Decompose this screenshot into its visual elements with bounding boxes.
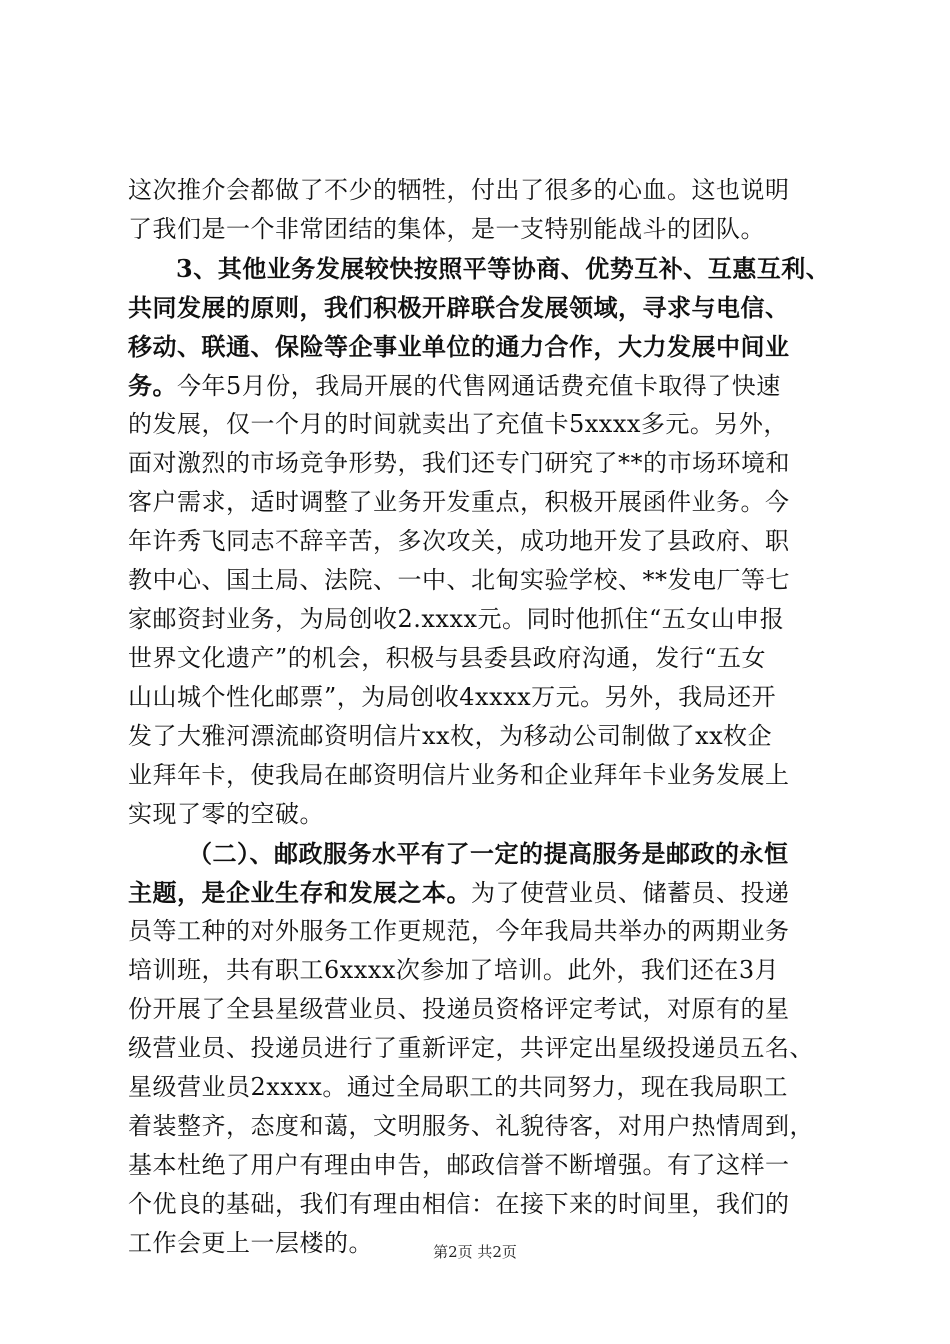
text-line [128, 1107, 832, 1146]
text-line [128, 210, 832, 249]
text-run: 面对激烈的市场竞争形势，我们还专门研究了**的市场环境和 [128, 449, 790, 477]
text-run: 移动、联通、保险等企事业单位的通力合作，大力发展中间业 [128, 332, 790, 361]
text-run: 为了使营业员、储蓄员、投递 [471, 879, 790, 907]
section-heading-postal-service [128, 834, 832, 873]
text-run: 员等工种的对外服务工作更规范，今年我局共举办的两期业务 [128, 917, 790, 945]
text-line [128, 717, 832, 756]
text-run: 基本杜绝了用户有理由申告，邮政信誉不断增强。有了这样一 [128, 1151, 790, 1179]
text-line [128, 678, 832, 717]
text-run: 共同发展的原则，我们积极开辟联合发展领域，寻求与电信、 [128, 293, 790, 322]
text-line [128, 1185, 832, 1224]
text-run: 培训班，共有职工6xxxx次参加了培训。此外，我们还在3月 [128, 956, 780, 984]
text-run: 份开展了全县星级营业员、投递员资格评定考试，对原有的星 [128, 995, 790, 1023]
text-run: 个优良的基础，我们有理由相信：在接下来的时间里，我们的 [128, 1190, 790, 1218]
text-run: 年许秀飞同志不辞辛苦，多次攻关，成功地开发了县政府、职 [128, 527, 790, 555]
text-run: 级营业员、投递员进行了重新评定，共评定出星级投递员五名、 [128, 1034, 814, 1062]
text-run: 星级营业员2xxxx。通过全局职工的共同努力，现在我局职工 [128, 1073, 788, 1101]
text-line [128, 1146, 832, 1185]
text-line [128, 171, 832, 210]
text-line [128, 1029, 832, 1068]
text-run: 务。 [128, 371, 177, 400]
text-line [128, 288, 832, 327]
text-line [128, 522, 832, 561]
text-run: 家邮资封业务，为局创收2.xxxx元。同时他抓住“五女山申报 [128, 605, 785, 633]
document-body [128, 171, 832, 1263]
text-line [128, 483, 832, 522]
text-run: 3、其他业务发展较快按照平等协商、优势互补、互惠互利、 [176, 254, 831, 283]
text-line [128, 951, 832, 990]
text-run: 发了大雅河漂流邮资明信片xx枚，为移动公司制做了xx枚企 [128, 722, 773, 750]
text-run: 的发展，仅一个月的时间就卖出了充值卡5xxxx多元。另外， [128, 410, 788, 438]
text-line [128, 873, 832, 912]
text-line [128, 990, 832, 1029]
text-run: 山山城个性化邮票”，为局创收4xxxx万元。另外，我局还开 [128, 683, 777, 711]
text-line [128, 1068, 832, 1107]
text-line [128, 444, 832, 483]
text-run: 今年5月份，我局开展的代售网通话费充值卡取得了快速 [177, 372, 781, 400]
text-line [128, 756, 832, 795]
text-run: 业拜年卡，使我局在邮资明信片业务和企业拜年卡业务发展上 [128, 761, 790, 789]
text-line [128, 912, 832, 951]
text-line [128, 795, 832, 834]
page-footer [0, 1242, 950, 1262]
text-line [128, 600, 832, 639]
text-run: 工作会更上一层楼的。 [128, 1229, 373, 1257]
text-line [128, 561, 832, 600]
text-line [128, 405, 832, 444]
text-run: 这次推介会都做了不少的牺牲，付出了很多的心血。这也说明 [128, 176, 790, 204]
text-run: 着装整齐，态度和蔼，文明服务、礼貌待客，对用户热情周到， [128, 1112, 814, 1140]
text-run: 世界文化遗产”的机会，积极与县委县政府沟通，发行“五女 [128, 644, 767, 672]
text-run: 教中心、国土局、法院、一中、北甸实验学校、**发电厂等七 [128, 566, 790, 594]
text-run: 实现了零的空破。 [128, 800, 324, 828]
text-line [128, 366, 832, 405]
text-line [128, 327, 832, 366]
text-run: 主题，是企业生存和发展之本。 [128, 878, 471, 907]
text-run: 客户需求，适时调整了业务开发重点，积极开展函件业务。今 [128, 488, 790, 516]
text-run: 了我们是一个非常团结的集体，是一支特别能战斗的团队。 [128, 215, 765, 243]
section-heading-other-business [128, 249, 832, 288]
page-number: 第2页 共2页 [433, 1243, 517, 1261]
text-run: （二）、邮政服务水平有了一定的提高服务是邮政的永恒 [188, 839, 789, 868]
text-line [128, 639, 832, 678]
